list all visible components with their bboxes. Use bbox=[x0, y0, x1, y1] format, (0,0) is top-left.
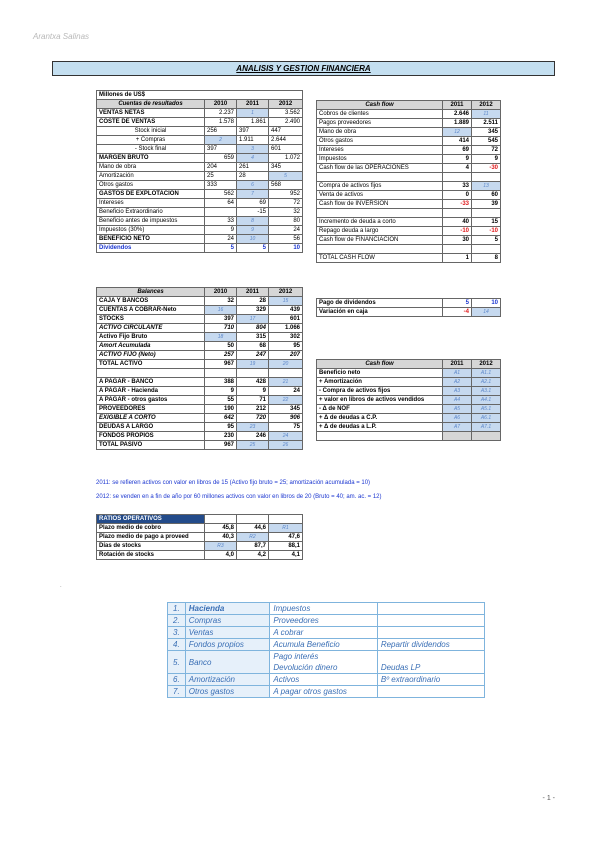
row-label: + valor en libros de activos vendidos bbox=[317, 396, 443, 405]
placeholder-cell: A3.1 bbox=[472, 387, 501, 396]
row-label: Cobros de clientes bbox=[317, 110, 443, 119]
value-cell: 56 bbox=[269, 235, 303, 244]
value-cell: 2.237 bbox=[205, 109, 237, 118]
value-cell: 88,1 bbox=[269, 542, 303, 551]
row-label: Amortización bbox=[97, 172, 205, 181]
value-cell: 2.646 bbox=[443, 110, 472, 119]
header-cell: 2012 bbox=[269, 288, 303, 297]
value-cell: -10 bbox=[472, 227, 501, 236]
value-cell: 906 bbox=[269, 414, 303, 423]
value-cell: 9 bbox=[472, 155, 501, 164]
row-label: Mano de obra bbox=[317, 128, 443, 137]
value-cell: 562 bbox=[205, 190, 237, 199]
value-cell: 44,6 bbox=[237, 524, 269, 533]
legend-account: Banco bbox=[185, 651, 270, 674]
placeholder-cell: 2 bbox=[205, 136, 237, 145]
value-cell: 212 bbox=[237, 405, 269, 414]
value-cell: 24 bbox=[269, 226, 303, 235]
value-cell: 25 bbox=[205, 172, 237, 181]
value-cell: 39 bbox=[472, 200, 501, 209]
row-label: + Compras bbox=[97, 136, 205, 145]
dividends-label: Pago de dividendos bbox=[317, 299, 443, 308]
legend-number: 6. bbox=[168, 674, 186, 686]
spacer-cell bbox=[472, 173, 501, 182]
legend-number: 1. bbox=[168, 603, 186, 615]
value-cell: 9 bbox=[205, 226, 237, 235]
stray-mark: . bbox=[60, 583, 62, 589]
value-cell: 1.889 bbox=[443, 119, 472, 128]
value-cell: 33 bbox=[205, 217, 237, 226]
ratios-header: RATIOS OPERATIVOS bbox=[97, 515, 205, 524]
value-cell: 95 bbox=[205, 423, 237, 432]
value-cell: 601 bbox=[269, 145, 303, 154]
value-cell: 710 bbox=[205, 324, 237, 333]
value-cell: 10 bbox=[269, 244, 303, 253]
placeholder-cell: A4.1 bbox=[472, 396, 501, 405]
row-label: DEUDAS A LARGO bbox=[97, 423, 205, 432]
value-cell: 69 bbox=[443, 146, 472, 155]
value-cell: 5 bbox=[237, 244, 269, 253]
value-cell: 1.911 bbox=[237, 136, 269, 145]
value-cell: 8 bbox=[472, 254, 501, 263]
row-label: Plazo medio de pago a proveed bbox=[97, 533, 205, 542]
header-cell: Cash flow bbox=[317, 101, 443, 110]
header-cell: 2012 bbox=[472, 101, 501, 110]
legend-effect-2 bbox=[377, 627, 484, 639]
cash-flow-table bbox=[316, 100, 501, 263]
legend-effect: Pago interés bbox=[270, 651, 377, 663]
legend-number: 3. bbox=[168, 627, 186, 639]
row-label: ACTIVO FIJO (Neto) bbox=[97, 351, 205, 360]
placeholder-cell: A2.1 bbox=[472, 378, 501, 387]
value-cell: 9 bbox=[237, 387, 269, 396]
row-label: Días de stocks bbox=[97, 542, 205, 551]
row-label: VENTAS NETAS bbox=[97, 109, 205, 118]
value-cell: 804 bbox=[237, 324, 269, 333]
spacer-cell bbox=[443, 173, 472, 182]
spacer-cell bbox=[269, 515, 303, 524]
legend-effect-2 bbox=[377, 686, 484, 698]
value-cell: 545 bbox=[472, 137, 501, 146]
spacer-cell bbox=[237, 515, 269, 524]
value-cell: 246 bbox=[237, 432, 269, 441]
row-label: Venta de activos bbox=[317, 191, 443, 200]
value-cell: 1.072 bbox=[269, 154, 303, 163]
placeholder-cell: 15 bbox=[269, 297, 303, 306]
row-label: PROVEEDORES bbox=[97, 405, 205, 414]
value-cell: 4,0 bbox=[205, 551, 237, 560]
row-label: CUENTAS A COBRAR-Neto bbox=[97, 306, 205, 315]
value-cell: 190 bbox=[205, 405, 237, 414]
note-2012: 2012: se venden en a fin de año por 60 millones activos con valor en libros de 20 (Bruto = 40; am. ac. = 12) bbox=[96, 494, 382, 500]
header-cell: 2012 bbox=[269, 100, 303, 109]
placeholder-cell: 21 bbox=[269, 378, 303, 387]
placeholder-cell: R1 bbox=[269, 524, 303, 533]
value-cell: 5 bbox=[205, 244, 237, 253]
value-cell: 439 bbox=[269, 306, 303, 315]
value-cell: 345 bbox=[269, 405, 303, 414]
header-cell: 2011 bbox=[237, 288, 269, 297]
placeholder-cell: 6 bbox=[237, 181, 269, 190]
row-label: A PAGAR - Hacienda bbox=[97, 387, 205, 396]
spacer-cell bbox=[472, 245, 501, 254]
value-cell: 33 bbox=[443, 182, 472, 191]
placeholder-cell: A6 bbox=[443, 414, 472, 423]
placeholder-cell: A7.1 bbox=[472, 423, 501, 432]
value-cell: 345 bbox=[269, 163, 303, 172]
row-label: Beneficio Extraordinario bbox=[97, 208, 205, 217]
value-cell: 15 bbox=[472, 218, 501, 227]
row-label: Pagos proveedores bbox=[317, 119, 443, 128]
income-statement-table bbox=[96, 90, 303, 253]
placeholder-cell: 26 bbox=[269, 441, 303, 450]
value-cell: 397 bbox=[237, 127, 269, 136]
placeholder-cell: A1.1 bbox=[472, 369, 501, 378]
indirect-cash-flow-table bbox=[316, 359, 501, 441]
value-cell: 64 bbox=[205, 199, 237, 208]
row-label: COSTE DE VENTAS bbox=[97, 118, 205, 127]
legend-effect: Devolución dinero bbox=[270, 662, 377, 674]
placeholder-cell: 3 bbox=[237, 145, 269, 154]
value-cell: 345 bbox=[472, 128, 501, 137]
value-cell: 2.490 bbox=[269, 118, 303, 127]
row-label: Activo Fijo Bruto bbox=[97, 333, 205, 342]
value-cell: 333 bbox=[205, 181, 237, 190]
value-cell: 80 bbox=[269, 217, 303, 226]
row-label: Rotación de stocks bbox=[97, 551, 205, 560]
placeholder-cell: 20 bbox=[269, 360, 303, 369]
placeholder-cell: A4 bbox=[443, 396, 472, 405]
placeholder-cell: A1 bbox=[443, 369, 472, 378]
value-cell: 0 bbox=[443, 191, 472, 200]
row-label: CAJA Y BANCOS bbox=[97, 297, 205, 306]
placeholder-cell: A2 bbox=[443, 378, 472, 387]
placeholder-cell: 8 bbox=[237, 217, 269, 226]
value-cell: 257 bbox=[205, 351, 237, 360]
legend-effect: A cobrar bbox=[270, 627, 377, 639]
row-label: Compra de activos fijos bbox=[317, 182, 443, 191]
legend-effect-2: Repartir dividendos bbox=[377, 639, 484, 651]
spacer-cell bbox=[317, 209, 443, 218]
row-label: + Amortización bbox=[317, 378, 443, 387]
value-cell: 87,7 bbox=[237, 542, 269, 551]
placeholder-cell: 4 bbox=[237, 154, 269, 163]
value-cell: 9 bbox=[443, 155, 472, 164]
row-label: Beneficio antes de impuestos bbox=[97, 217, 205, 226]
row-label: Impuestos bbox=[317, 155, 443, 164]
legend-effect-2 bbox=[377, 651, 484, 663]
spacer-cell bbox=[317, 245, 443, 254]
value-cell: 315 bbox=[237, 333, 269, 342]
value-cell: 428 bbox=[237, 378, 269, 387]
placeholder-cell: A7 bbox=[443, 423, 472, 432]
header-cell: 2010 bbox=[205, 288, 237, 297]
value-cell: 720 bbox=[237, 414, 269, 423]
header-cell: 2011 bbox=[443, 101, 472, 110]
value-cell: 32 bbox=[269, 208, 303, 217]
spacer-cell bbox=[317, 173, 443, 182]
value-cell bbox=[205, 208, 237, 217]
units-label: Millones de US$ bbox=[97, 91, 303, 100]
placeholder-cell: 19 bbox=[237, 360, 269, 369]
legend-account: Compras bbox=[185, 615, 270, 627]
value-cell: -30 bbox=[472, 164, 501, 173]
row-label: A PAGAR - BANCO bbox=[97, 378, 205, 387]
balance-sheet-table bbox=[96, 287, 303, 450]
value-cell: 50 bbox=[205, 342, 237, 351]
placeholder-cell: A6.1 bbox=[472, 414, 501, 423]
row-label: GASTOS DE EXPLOTACION bbox=[97, 190, 205, 199]
legend-account: Ventas bbox=[185, 627, 270, 639]
row-label: Impuestos (30%) bbox=[97, 226, 205, 235]
legend-account: Amortización bbox=[185, 674, 270, 686]
row-label: BENEFICIO NETO bbox=[97, 235, 205, 244]
cash-variation-label: Variación en caja bbox=[317, 308, 443, 317]
placeholder-cell: 25 bbox=[237, 441, 269, 450]
spacer-cell bbox=[269, 369, 303, 378]
placeholder-cell: 12 bbox=[443, 128, 472, 137]
value-cell: 32 bbox=[205, 297, 237, 306]
value-cell: 1.066 bbox=[269, 324, 303, 333]
value-cell: 302 bbox=[269, 333, 303, 342]
row-label: Dividendos bbox=[97, 244, 205, 253]
value-cell: 55 bbox=[205, 396, 237, 405]
value-cell: 388 bbox=[205, 378, 237, 387]
value-cell: 967 bbox=[205, 360, 237, 369]
note-2011: 2011: se refieren activos con valor en libros de 15 (Activo fijo bruto = 25; amortización acumulada = 10) bbox=[96, 480, 371, 486]
placeholder-cell: 13 bbox=[472, 182, 501, 191]
header-cell: 2012 bbox=[472, 360, 501, 369]
header-cell: 2010 bbox=[205, 100, 237, 109]
row-label: Stock inicial bbox=[97, 127, 205, 136]
row-label: TOTAL CASH FLOW bbox=[317, 254, 443, 263]
placeholder-cell: 10 bbox=[237, 235, 269, 244]
row-label: MARGEN BRUTO bbox=[97, 154, 205, 163]
value-cell: 72 bbox=[269, 199, 303, 208]
placeholder-cell: 18 bbox=[205, 333, 237, 342]
spacer-cell bbox=[205, 369, 237, 378]
value-cell: 95 bbox=[269, 342, 303, 351]
author-name: Arantxa Salinas bbox=[33, 32, 90, 41]
value-cell: 24 bbox=[205, 235, 237, 244]
row-label: ACTIVO CIRCULANTE bbox=[97, 324, 205, 333]
value-cell: 1.861 bbox=[237, 118, 269, 127]
value-cell: 30 bbox=[443, 236, 472, 245]
row-label: - Δ de NOF bbox=[317, 405, 443, 414]
row-label: + Δ de deudas a L.P. bbox=[317, 423, 443, 432]
legend-number: 2. bbox=[168, 615, 186, 627]
row-label: Cash flow de INVERSION bbox=[317, 200, 443, 209]
placeholder-cell: 11 bbox=[472, 110, 501, 119]
value-cell: 601 bbox=[269, 315, 303, 324]
value-cell: 3.562 bbox=[269, 109, 303, 118]
placeholder-cell: 22 bbox=[269, 396, 303, 405]
value-cell: 261 bbox=[237, 163, 269, 172]
value-cell: 4,2 bbox=[237, 551, 269, 560]
value-cell: -15 bbox=[237, 208, 269, 217]
value-cell: -4 bbox=[443, 308, 472, 317]
value-cell: 45,8 bbox=[205, 524, 237, 533]
row-label: TOTAL ACTIVO bbox=[97, 360, 205, 369]
value-cell: 967 bbox=[205, 441, 237, 450]
placeholder-cell: 1 bbox=[237, 109, 269, 118]
row-label: STOCKS bbox=[97, 315, 205, 324]
legend-effect: Impuestos bbox=[270, 603, 377, 615]
value-cell: 72 bbox=[472, 146, 501, 155]
value-cell: 24 bbox=[269, 387, 303, 396]
value-cell: 10 bbox=[472, 299, 501, 308]
legend-effect: Proveedores bbox=[270, 615, 377, 627]
value-cell: 247 bbox=[237, 351, 269, 360]
legend-account: Hacienda bbox=[185, 603, 270, 615]
ratios-table bbox=[96, 514, 303, 560]
value-cell: 397 bbox=[205, 145, 237, 154]
spacer-cell bbox=[443, 209, 472, 218]
row-label: Amort Acumulada bbox=[97, 342, 205, 351]
legend-effect: Activos bbox=[270, 674, 377, 686]
placeholder-cell: A5 bbox=[443, 405, 472, 414]
header-cell: 2011 bbox=[443, 360, 472, 369]
value-cell: 4 bbox=[443, 164, 472, 173]
value-cell: 60 bbox=[472, 191, 501, 200]
spacer-cell bbox=[205, 515, 237, 524]
header-cell: Cuentas de resultados bbox=[97, 100, 205, 109]
value-cell: 2.644 bbox=[269, 136, 303, 145]
placeholder-cell: 24 bbox=[269, 432, 303, 441]
value-cell: -33 bbox=[443, 200, 472, 209]
spacer-cell bbox=[443, 432, 472, 441]
page-title: ANALISIS Y GESTION FINANCIERA bbox=[52, 61, 555, 76]
placeholder-cell: 23 bbox=[237, 423, 269, 432]
value-cell: 568 bbox=[269, 181, 303, 190]
row-label: TOTAL PASIVO bbox=[97, 441, 205, 450]
value-cell: 230 bbox=[205, 432, 237, 441]
spacer-cell bbox=[97, 369, 205, 378]
spacer-cell bbox=[472, 432, 501, 441]
row-label: FONDOS PROPIOS bbox=[97, 432, 205, 441]
value-cell: 5 bbox=[472, 236, 501, 245]
row-label: Incremento de deuda a corto bbox=[317, 218, 443, 227]
row-label: Beneficio neto bbox=[317, 369, 443, 378]
value-cell: 329 bbox=[237, 306, 269, 315]
value-cell: 2.511 bbox=[472, 119, 501, 128]
placeholder-cell: R3 bbox=[205, 542, 237, 551]
legend-account: Fondos propios bbox=[185, 639, 270, 651]
header-cell: Cash flow bbox=[317, 360, 443, 369]
value-cell: 207 bbox=[269, 351, 303, 360]
row-label: Otros gastos bbox=[97, 181, 205, 190]
row-label: Otros gastos bbox=[317, 137, 443, 146]
row-label: - Stock final bbox=[97, 145, 205, 154]
placeholder-cell: A5.1 bbox=[472, 405, 501, 414]
page-number: - 1 - bbox=[542, 795, 555, 802]
row-label: - Compra de activos fijos bbox=[317, 387, 443, 396]
placeholder-cell: 9 bbox=[237, 226, 269, 235]
spacer-cell bbox=[472, 209, 501, 218]
placeholder-cell: 16 bbox=[205, 306, 237, 315]
row-label: Plazo medio de cobro bbox=[97, 524, 205, 533]
value-cell: 397 bbox=[205, 315, 237, 324]
dividends-table bbox=[316, 298, 501, 317]
value-cell: 40 bbox=[443, 218, 472, 227]
row-label: Intereses bbox=[317, 146, 443, 155]
row-label: Intereses bbox=[97, 199, 205, 208]
value-cell: 28 bbox=[237, 172, 269, 181]
value-cell: 1 bbox=[443, 254, 472, 263]
value-cell: 447 bbox=[269, 127, 303, 136]
row-label: Mano de obra bbox=[97, 163, 205, 172]
value-cell: 68 bbox=[237, 342, 269, 351]
legend-effect: A pagar otros gastos bbox=[270, 686, 377, 698]
value-cell: 952 bbox=[269, 190, 303, 199]
value-cell: 71 bbox=[237, 396, 269, 405]
value-cell: 642 bbox=[205, 414, 237, 423]
value-cell: 659 bbox=[205, 154, 237, 163]
value-cell: -10 bbox=[443, 227, 472, 236]
legend-account: Otros gastos bbox=[185, 686, 270, 698]
legend-table bbox=[167, 602, 485, 698]
value-cell: 69 bbox=[237, 199, 269, 208]
legend-effect-2: Deudas LP bbox=[377, 662, 484, 674]
row-label: Cash flow de FINANCIACION bbox=[317, 236, 443, 245]
value-cell: 28 bbox=[237, 297, 269, 306]
legend-effect-2: Bº extraordinario bbox=[377, 674, 484, 686]
header-cell: Balances bbox=[97, 288, 205, 297]
row-label: + Δ de deudas a C.P. bbox=[317, 414, 443, 423]
legend-effect-2 bbox=[377, 615, 484, 627]
placeholder-cell: 7 bbox=[237, 190, 269, 199]
legend-number: 7. bbox=[168, 686, 186, 698]
value-cell: 256 bbox=[205, 127, 237, 136]
placeholder-cell: 5 bbox=[269, 172, 303, 181]
legend-number: 5. bbox=[168, 651, 186, 674]
spacer-cell bbox=[443, 245, 472, 254]
placeholder-cell: A3 bbox=[443, 387, 472, 396]
value-cell: 4,1 bbox=[269, 551, 303, 560]
spacer-cell bbox=[237, 369, 269, 378]
row-label: Repago deuda a largo bbox=[317, 227, 443, 236]
value-cell: 5 bbox=[443, 299, 472, 308]
value-cell: 1.578 bbox=[205, 118, 237, 127]
value-cell: 40,3 bbox=[205, 533, 237, 542]
value-cell: 75 bbox=[269, 423, 303, 432]
placeholder-cell: 17 bbox=[237, 315, 269, 324]
value-cell: 47,6 bbox=[269, 533, 303, 542]
placeholder-cell: 14 bbox=[472, 308, 501, 317]
value-cell: 9 bbox=[205, 387, 237, 396]
value-cell: 204 bbox=[205, 163, 237, 172]
placeholder-cell: R2 bbox=[237, 533, 269, 542]
header-cell: 2011 bbox=[237, 100, 269, 109]
value-cell: 414 bbox=[443, 137, 472, 146]
legend-effect-2 bbox=[377, 603, 484, 615]
row-label: Cash flow de las OPERACIONES bbox=[317, 164, 443, 173]
row-label: A PAGAR - otros gastos bbox=[97, 396, 205, 405]
legend-number: 4. bbox=[168, 639, 186, 651]
spacer-cell bbox=[317, 432, 443, 441]
row-label: EXIGIBLE A CORTO bbox=[97, 414, 205, 423]
legend-effect: Acumula Beneficio bbox=[270, 639, 377, 651]
